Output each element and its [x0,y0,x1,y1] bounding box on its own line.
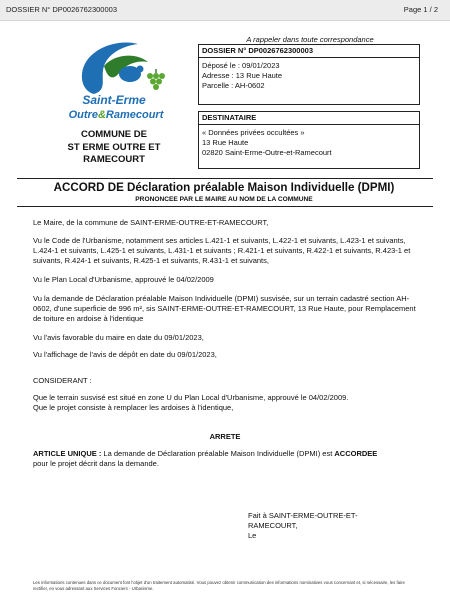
posting-paragraph: Vu l'affichage de l'avis de dépôt en date du 09/01/2023, [33,350,217,359]
page-header-bar [0,0,450,21]
logo-ampersand: & [97,109,106,121]
commune-line-2: ST ERME OUTRE ET [67,141,161,153]
recipient-box-title: DESTINATAIRE [199,112,419,125]
commune-line-3: RAMECOURT [83,154,145,165]
code-reference-paragraph: Vu le Code de l'Urbanisme, notamment ses articles L.421-1 et suivants, L.422-1 et suivants, L.423-1 et suivants, L.424-1 et suivants, L.425-1 et suivants, L.431-1 et suivants ; R.421-1 et suivants, R.422-1 et suivants, R.423-1 et suivants, R.424-1 et suivants, R.425-1 et suivants, R.431-1 et suivants, [33,236,411,265]
signature-block [248,511,378,541]
logo-text-line3: Ramecourt [105,109,164,121]
recipient-name: « Données privées occultées » [202,128,305,137]
recipient-city: 02820 Saint-Erme-Outre-et-Ramecourt [202,148,332,157]
considerant-item: Que le terrain susvisé est situé en zone U du Plan Local d'Urbanisme, approuvé le 04/02/2009. [33,393,349,402]
logo-text-line1: Saint-Erme [82,93,146,107]
recipient-box [198,111,420,169]
svg-text:Outre&Ramecourt [69,109,165,121]
title-bottom-rule [17,206,433,207]
signature-date-line: Le [248,531,257,540]
logo-grapes-icon [147,73,165,90]
recipient-street: 13 Rue Haute [202,138,249,147]
page-number: Page 1 / 2 [403,5,438,14]
parcel-number: Parcelle : AH-0602 [202,81,265,90]
header-dossier-number: DOSSIER N° DP0026762300003 [6,5,117,14]
decision-subtitle: PRONONCEE PAR LE MAIRE AU NOM DE LA COMMUNE [135,196,313,203]
dossier-box-title: DOSSIER N° DP0026762300003 [199,45,419,58]
request-paragraph: Vu la demande de Déclaration préalable Maison Individuelle (DPMI) susvisée, sur un terrain cadastré section AH-0602, d'une superficie de 996 m², sis SAINT-ERME-OUTRE-ET-RAMECOURT, 13 Rue Haute, pour Remplacement de toiture en ardoise à l'identique [33,294,416,323]
dossier-info-box [198,44,420,105]
reminder-note: A rappeler dans toute correspondance [246,35,374,44]
privacy-footnote: Les informations contenues dans ce document font l'objet d'un traitement automatisé. Vous pouvez obtenir communication des informations nominatives vous concernant et, si nécessaire, les faire rectifier, en vous adressant aux Services Fonciers - Urbanisme. [33,580,405,591]
signature-place-line-1: Fait à SAINT-ERME-OUTRE-ET- [248,511,358,520]
commune-line-1: COMMUNE DE [81,129,147,140]
article-unique-paragraph [33,449,425,469]
plu-paragraph: Vu le Plan Local d'Urbanisme, approuvé le 04/02/2009 [33,275,214,284]
considerant-label: CONSIDERANT : [33,376,92,385]
title-top-rule [17,178,433,179]
arrete-heading: ARRETE [209,432,241,441]
article-text-continued: pour le projet décrit dans la demande. [33,459,159,468]
opinion-paragraph: Vu l'avis favorable du maire en date du 09/01/2023, [33,333,204,342]
mayor-paragraph: Le Maire, de la commune de SAINT-ERME-OUTRE-ET-RAMECOURT, [33,218,269,227]
commune-name [44,129,184,167]
signature-place-line-2: RAMECOURT, [248,521,298,530]
logo-text-line2: Outre [68,109,98,121]
decision-title: ACCORD DE Déclaration préalable Maison Individuelle (DPMI) [53,181,395,194]
decision-status: ACCORDEE [334,449,378,458]
article-label: ARTICLE UNIQUE : [33,449,102,458]
property-address: Adresse : 13 Rue Haute [202,71,283,80]
considerant-list [33,393,425,413]
commune-logo [64,36,176,128]
article-text: La demande de Déclaration préalable Maison Individuelle (DPMI) est [101,449,335,458]
considerant-item: Que le projet consiste à remplacer les ardoises à l'identique, [33,403,234,412]
deposit-date: Déposé le : 09/01/2023 [202,61,280,70]
decision-title-block [17,181,431,204]
